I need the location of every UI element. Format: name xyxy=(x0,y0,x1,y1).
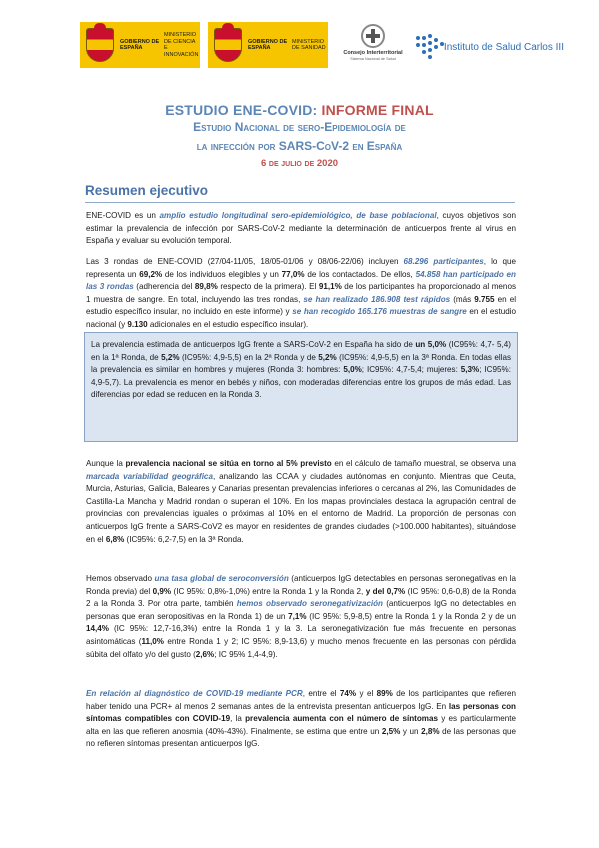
bold-text: prevalencia aumenta con el número de síntomas xyxy=(245,714,438,724)
gobierno-sanidad-logo xyxy=(208,22,328,68)
body-text: (IC95%: 4,9-5,5) en la 3ª Ronda. En todas ellas la prevalencia es similar en hombres y mujeres (Ronda 3: hombres: xyxy=(91,352,511,375)
body-text: Aunque la xyxy=(86,459,126,468)
body-text: de los individuos elegibles y un xyxy=(162,269,282,279)
body-text: (anticuerpos IgG detectables en personas seronegativas en la Ronda previa) del xyxy=(86,574,516,596)
body-text: La prevalencia estimada de anticuerpos IgG frente a SARS-CoV-2 en España ha sido de xyxy=(91,340,416,349)
bold-text: 5,2% xyxy=(161,352,180,362)
body-text: (IC 95%: 0,6-0,8) de la Ronda 2 a la Ronda 3. Por otra parte, también xyxy=(86,586,516,609)
gobierno-ciencia-logo xyxy=(80,22,200,68)
body-text: y un xyxy=(400,726,422,736)
prevalence-highlight-box xyxy=(84,332,518,442)
body-text: , lo que representa un xyxy=(86,257,516,279)
emphasis-text: En relación al diagnóstico de COVID-19 mediante PCR xyxy=(86,689,303,698)
bold-text: 2,6% xyxy=(195,649,215,659)
emphasis-text: marcada variabilidad geográfica xyxy=(86,471,213,481)
gov2-title: GOBIERNO DE ESPAÑA xyxy=(248,38,288,51)
bold-text: y del 0,7% xyxy=(365,586,406,596)
body-text: respecto de la primera). El xyxy=(217,282,319,292)
bold-text: prevalencia nacional xyxy=(125,459,206,468)
section-divider xyxy=(85,202,515,203)
body-text: ; IC 95% 1,4-4,9). xyxy=(214,649,278,659)
emphasis-text: hemos observado seronegativización xyxy=(236,599,384,609)
body-text: ; IC95%: 4,9-5,7). La prevalencia es menor en bebés y niños, con moderadas diferencias entre los grupos de más edad. Las diferencias por edad se reducen en la Ronda 3. xyxy=(91,365,511,400)
bold-text: 14,4% xyxy=(86,624,109,634)
body-text: de los contactados. De ellos, xyxy=(304,269,416,279)
bold-text: 0,9% xyxy=(152,586,172,596)
emphasis-text: amplio estudio longitudinal sero-epidemiológico, de base poblacional xyxy=(159,211,437,220)
title-main-prefix: ESTUDIO ENE-COVID: xyxy=(165,102,322,118)
gov1-title: GOBIERNO DE ESPAÑA xyxy=(120,38,160,51)
bold-text: 7,1% xyxy=(288,611,307,621)
body-text: (IC 95%: 12,7-16,3%) entre la Ronda 1 y la 3. La seronegativización fue más frecuente en personas asintomáticas ( xyxy=(86,624,516,646)
paragraph-intro xyxy=(86,210,516,248)
body-text: en el estudio específico insular, no incluido en este informe) y xyxy=(86,294,516,317)
bold-text: se sitúa en torno al 5% previsto xyxy=(208,459,332,468)
bold-text: 2,8% xyxy=(421,726,440,736)
isciii-name: Instituto de Salud Carlos III xyxy=(443,41,564,53)
body-text: (adherencia del xyxy=(133,282,195,292)
bold-text: 9.130 xyxy=(127,319,148,329)
bold-text: 5,3% xyxy=(460,365,480,375)
paragraph-participation xyxy=(86,256,516,332)
paragraph-pcr xyxy=(86,688,516,751)
body-text: Las 3 rondas de ENE-COVID (27/04-11/05, 18/05-01/06 y 08/06-22/06) incluyen xyxy=(86,257,404,266)
body-text: (IC95%: 4,9-5,5) en la 2ª Ronda y de xyxy=(179,352,319,362)
bold-text: 89% xyxy=(376,689,393,698)
emphasis-text: 54.858 han participado en las 3 rondas xyxy=(86,269,516,292)
bold-text: las personas con síntomas compatibles con COVID-19 xyxy=(86,701,516,724)
cisns-sub: Sistema Nacional de Salud xyxy=(350,57,396,61)
bold-text: 5,2% xyxy=(318,352,337,362)
paragraph-geographic xyxy=(86,458,516,546)
isciii-dots-icon xyxy=(414,32,440,62)
isciii-logo xyxy=(414,30,564,64)
title-main xyxy=(0,102,599,118)
body-text: en el estudio nacional (y xyxy=(86,307,517,329)
body-text: , la xyxy=(230,714,246,724)
bold-text: 9.755 xyxy=(474,294,495,304)
spain-coat-of-arms-icon xyxy=(86,28,114,62)
bold-text: 11,0% xyxy=(141,636,165,646)
body-text: , analizando las CCAA y ciudades autónomas en conjunto. Mientras que Ceuta, Murcia, Asturias, Galicia, Baleares y Canarias presentan prevalencias inferiores o cercanas al 2%, las Comunidades de Castilla-La Mancha y Madrid rondan o superan el 10%. En los mapas provinciales destaca la agrupación central de provincias con prevalencias iguales o próximas al 10% en el entorno de Madrid. La proporción de personas con anticuerpos IgG frente a SARS-CoV2 es mayor en residentes de grandes ciudades (>100.000 habitantes), situándose en el xyxy=(86,471,516,544)
bold-text: 74% xyxy=(339,689,357,698)
bold-text: 5,0% xyxy=(343,365,362,375)
body-text: (IC 95%: 5,9-8,5) entre la Ronda 1 y la Ronda 2 y de un xyxy=(306,611,516,621)
body-text: (IC95%: 4,7- 5,4) en la 1ª Ronda, de xyxy=(91,340,511,362)
body-text: , cuyos objetivos son estimar la prevalencia de infección por SARS-CoV-2 mediante la determinación de anticuerpos frente al virus en España y evaluar su evolución temporal. xyxy=(86,211,516,246)
body-text: en el cálculo de tamaño muestral, se observa una xyxy=(331,459,516,468)
body-text: de los participantes ha proporcionado al menos 1 muestra de sangre. En total, incluyendo las tres rondas, xyxy=(86,282,516,304)
cisns-name: Consejo Interterritorial xyxy=(343,50,403,56)
body-text: ENE-COVID es un xyxy=(86,211,160,220)
paragraph-seroconversion xyxy=(86,573,516,661)
title-sub-2: la infección por SARS-CoV-2 en España xyxy=(196,139,403,153)
body-text: entre Ronda 1 y 2; IC 95%: 8,9-13,6) y mucho menos frecuente en las personas con pérdida súbita del olfato y/o del gusto ( xyxy=(86,636,516,659)
body-text: y el xyxy=(356,689,377,698)
section-heading: Resumen ejecutivo xyxy=(85,183,209,198)
body-text: Hemos observado xyxy=(86,574,155,583)
bold-text: 91,1% xyxy=(318,282,342,292)
cisns-logo xyxy=(342,22,404,68)
emphasis-text: se han realizado 186.908 test rápidos xyxy=(303,294,451,304)
emphasis-text: 68.296 participantes xyxy=(403,257,484,266)
bold-text: 69,2% xyxy=(139,269,163,279)
spain-coat-of-arms-icon xyxy=(214,28,242,62)
title-sub-1: Estudio Nacional de sero-Epidemiología de xyxy=(193,120,406,134)
body-text: (anticuerpos IgG no detectables en personas que eran seropositivas en la Ronda 1) de un xyxy=(86,599,516,621)
body-text: y es particularmente alta en las que refieren anosmia (40%-43%). Finalmente, se estima que entre un xyxy=(86,714,517,736)
title-main-highlight: INFORME FINAL xyxy=(321,102,434,118)
emphasis-text: una tasa global de seroconversión xyxy=(154,574,289,583)
body-text: , entre el xyxy=(302,689,340,698)
header-logos xyxy=(80,22,564,68)
cross-icon xyxy=(361,24,385,48)
report-date: 6 de julio de 2020 xyxy=(260,158,339,169)
gov1-ministry: MINISTERIO DE CIENCIA E INNOVACIÓN xyxy=(164,32,199,58)
body-text: de las personas que no refieren síntomas presentan anticuerpos IgG. xyxy=(86,726,516,749)
bold-text: 89,8% xyxy=(194,282,218,292)
body-text: ; IC95%: 4,7-5,4; mujeres: xyxy=(361,365,461,375)
bold-text: 6,8% xyxy=(105,534,125,544)
report-title xyxy=(0,102,599,169)
body-text: (IC 95%: 0,8%-1,0%) entre la Ronda 1 y la Ronda 2, xyxy=(171,586,366,596)
emphasis-text: se han recogido 165.176 muestras de sangre xyxy=(292,307,467,317)
body-text: de los participantes que refieren haber tenido una PCR+ al menos 2 semanas antes de la entrevista presentan anticuerpos IgG. En xyxy=(86,689,517,711)
gov2-ministry: MINISTERIO DE SANIDAD xyxy=(292,38,326,51)
bold-text: 2,5% xyxy=(381,726,401,736)
body-text: (más xyxy=(450,294,475,304)
bold-text: un 5,0% xyxy=(415,340,447,349)
body-text: (IC95%: 6,2-7,5) en la 3ª Ronda. xyxy=(124,534,244,544)
body-text: adicionales en el estudio específico insular). xyxy=(147,319,309,329)
bold-text: 77,0% xyxy=(281,269,305,279)
